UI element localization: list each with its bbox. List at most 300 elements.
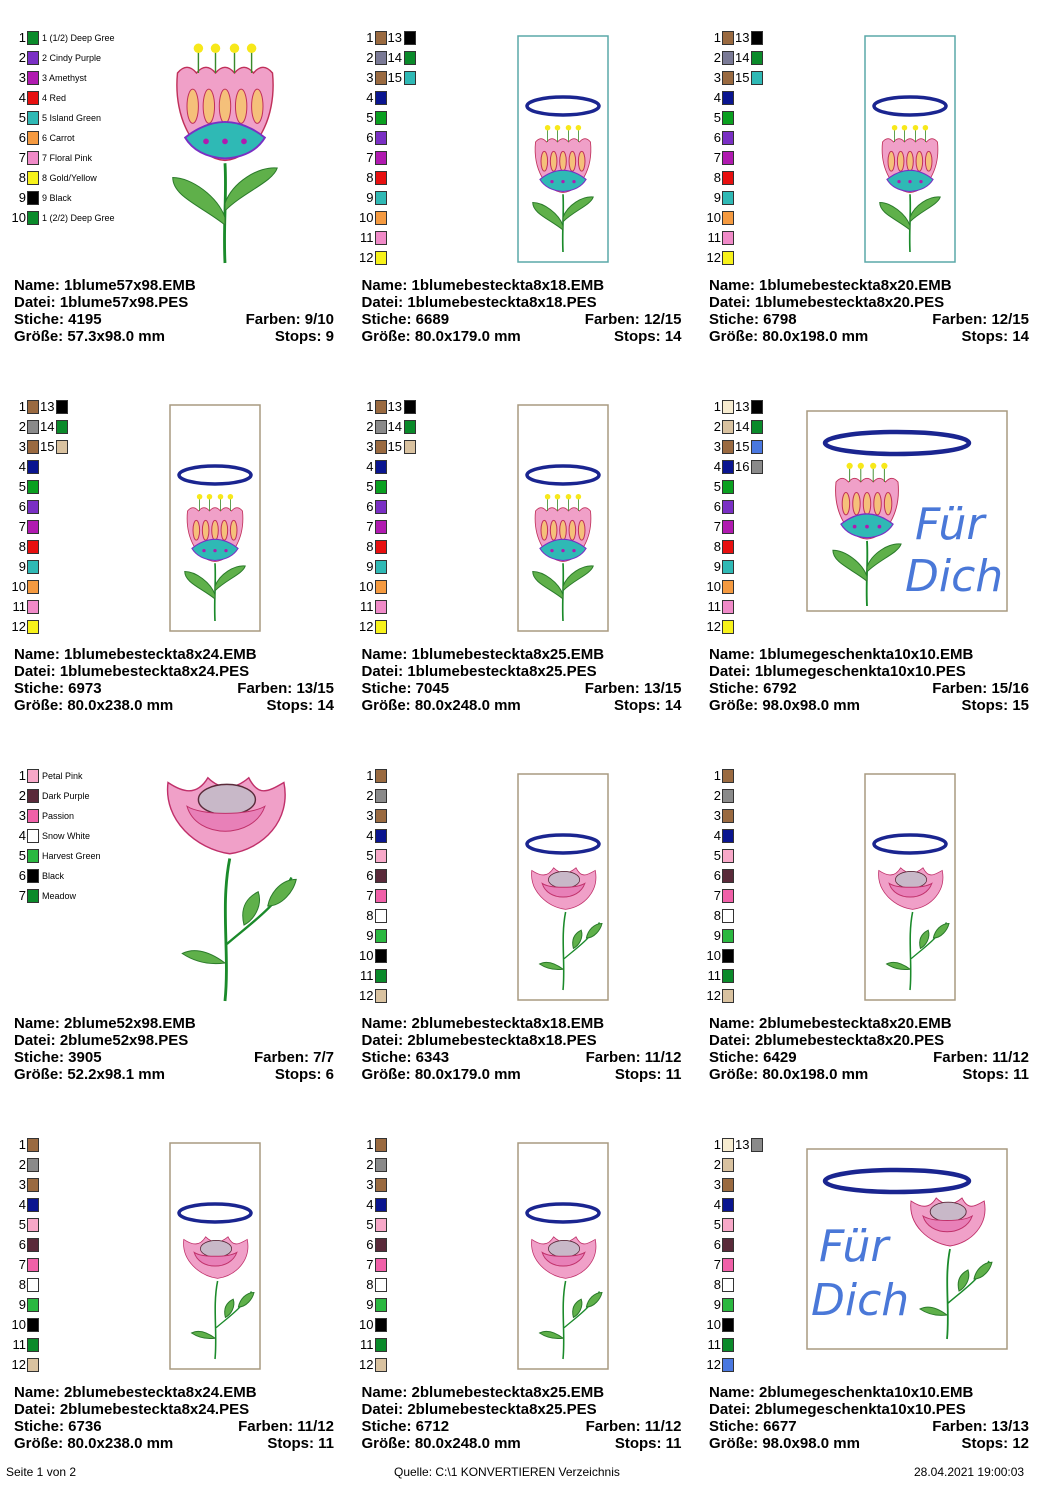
stitch-count: Stiche: 6736 bbox=[14, 1418, 102, 1435]
design-size: Größe: 80.0x198.0 mm bbox=[709, 1066, 869, 1083]
color-swatch bbox=[404, 71, 416, 85]
info-row bbox=[709, 646, 1029, 663]
color-index: 11 bbox=[12, 1337, 26, 1352]
color-index: 3 bbox=[18, 1177, 26, 1192]
color-swatch bbox=[27, 540, 39, 554]
color-name: 7 Floral Pink bbox=[42, 153, 93, 163]
color-swatch-row bbox=[735, 439, 763, 455]
color-swatch bbox=[375, 849, 387, 863]
color-name: 2 Cindy Purple bbox=[42, 53, 102, 63]
color-index: 5 bbox=[366, 110, 374, 125]
color-swatch-row bbox=[358, 888, 387, 904]
color-swatch-row bbox=[388, 70, 416, 86]
color-index: 7 bbox=[713, 519, 721, 534]
design-card bbox=[0, 22, 340, 362]
color-swatch bbox=[404, 440, 416, 454]
color-swatch-row bbox=[358, 519, 387, 535]
color-index: 4 bbox=[713, 828, 721, 843]
color-swatch-row bbox=[705, 30, 734, 46]
color-swatch bbox=[27, 400, 39, 414]
color-swatch-row bbox=[10, 599, 39, 615]
color-swatch-row bbox=[735, 419, 763, 435]
design-info bbox=[709, 277, 1029, 345]
color-swatch bbox=[375, 769, 387, 783]
preview-area bbox=[850, 34, 970, 279]
info-row bbox=[709, 1418, 1029, 1435]
color-index: 4 bbox=[18, 459, 26, 474]
color-index: 10 bbox=[359, 1317, 374, 1332]
color-index: 11 bbox=[360, 968, 374, 983]
color-swatch bbox=[722, 1238, 734, 1252]
design-file: Datei: 1blumebesteckta8x18.PES bbox=[361, 294, 597, 311]
color-swatch bbox=[375, 1158, 387, 1172]
color-index: 5 bbox=[366, 1217, 374, 1232]
color-swatch bbox=[722, 1178, 734, 1192]
info-row bbox=[709, 697, 1029, 714]
color-swatch-row bbox=[358, 419, 387, 435]
color-swatch bbox=[375, 151, 387, 165]
color-swatch-row bbox=[10, 559, 39, 575]
design-preview bbox=[503, 1141, 623, 1381]
color-swatch-row bbox=[705, 230, 734, 246]
color-index: 10 bbox=[359, 579, 374, 594]
color-index: 3 bbox=[713, 808, 721, 823]
color-swatch bbox=[375, 580, 387, 594]
color-swatch-row bbox=[10, 70, 87, 86]
preview-area bbox=[503, 1141, 623, 1386]
design-preview bbox=[850, 34, 970, 274]
color-swatch-row bbox=[10, 828, 90, 844]
color-swatch-row bbox=[388, 439, 416, 455]
color-swatch-row bbox=[705, 888, 734, 904]
color-index: 1 bbox=[18, 30, 26, 45]
color-swatch bbox=[751, 460, 763, 474]
color-swatch-row bbox=[705, 1237, 734, 1253]
stop-count: Stops: 11 bbox=[614, 1066, 682, 1083]
color-index: 6 bbox=[366, 130, 374, 145]
design-info bbox=[362, 646, 682, 714]
stitch-count: Stiche: 6798 bbox=[709, 311, 797, 328]
color-swatch-row bbox=[10, 150, 92, 166]
color-swatch bbox=[27, 151, 39, 165]
color-index: 15 bbox=[735, 439, 750, 454]
color-index: 15 bbox=[735, 70, 750, 85]
info-row bbox=[362, 646, 682, 663]
color-index: 9 bbox=[366, 928, 374, 943]
info-row bbox=[362, 1384, 682, 1401]
color-swatch-row bbox=[705, 250, 734, 266]
color-swatch-row bbox=[705, 459, 734, 475]
color-name: 4 Red bbox=[42, 93, 67, 103]
design-file: Datei: 1blume57x98.PES bbox=[14, 294, 189, 311]
color-swatch-row bbox=[705, 1217, 734, 1233]
color-swatch bbox=[27, 869, 39, 883]
color-swatch-row bbox=[358, 908, 387, 924]
color-swatch bbox=[375, 540, 387, 554]
color-swatch-row bbox=[10, 1337, 39, 1353]
color-swatch-row bbox=[358, 250, 387, 266]
color-index: 13 bbox=[387, 30, 402, 45]
color-swatch-row bbox=[705, 808, 734, 824]
color-index: 4 bbox=[366, 828, 374, 843]
color-swatch bbox=[56, 420, 68, 434]
color-swatch-row bbox=[705, 788, 734, 804]
color-swatch bbox=[722, 909, 734, 923]
color-index: 8 bbox=[713, 170, 721, 185]
color-index: 4 bbox=[713, 459, 721, 474]
color-name: Petal Pink bbox=[42, 771, 83, 781]
color-swatch-row bbox=[705, 1157, 734, 1173]
info-row bbox=[709, 680, 1029, 697]
color-swatch-row bbox=[358, 1237, 387, 1253]
color-count: Farben: 11/12 bbox=[585, 1049, 682, 1066]
info-row bbox=[362, 680, 682, 697]
color-swatch-row bbox=[358, 788, 387, 804]
color-index: 13 bbox=[735, 399, 750, 414]
color-swatch bbox=[375, 231, 387, 245]
info-row bbox=[709, 1015, 1029, 1032]
color-index: 5 bbox=[713, 479, 721, 494]
color-swatch-row bbox=[705, 968, 734, 984]
color-swatch bbox=[751, 1138, 763, 1152]
color-count: Farben: 13/13 bbox=[932, 1418, 1029, 1435]
info-row bbox=[709, 1435, 1029, 1452]
info-row bbox=[362, 1066, 682, 1083]
color-name: Harvest Green bbox=[42, 851, 101, 861]
color-count: Farben: 11/12 bbox=[238, 1418, 334, 1435]
color-swatch-row bbox=[358, 968, 387, 984]
color-swatch bbox=[375, 211, 387, 225]
design-file: Datei: 1blumebesteckta8x20.PES bbox=[709, 294, 945, 311]
color-swatch bbox=[751, 420, 763, 434]
design-info bbox=[709, 1384, 1029, 1452]
color-swatch-row bbox=[10, 1297, 39, 1313]
color-swatch bbox=[722, 789, 734, 803]
color-index: 12 bbox=[706, 619, 721, 634]
color-swatch-row bbox=[40, 399, 68, 415]
color-swatch-row bbox=[358, 110, 387, 126]
color-swatch-row bbox=[705, 1177, 734, 1193]
stop-count: Stops: 6 bbox=[274, 1066, 334, 1083]
color-swatch bbox=[722, 929, 734, 943]
info-row bbox=[709, 277, 1029, 294]
color-index: 7 bbox=[713, 150, 721, 165]
color-index: 8 bbox=[713, 1277, 721, 1292]
color-index: 3 bbox=[713, 1177, 721, 1192]
color-swatch-row bbox=[358, 1297, 387, 1313]
color-swatch bbox=[722, 620, 734, 634]
color-swatch bbox=[722, 420, 734, 434]
color-index: 2 bbox=[366, 50, 374, 65]
color-index: 11 bbox=[707, 968, 721, 983]
color-swatch-row bbox=[10, 399, 39, 415]
color-swatch-row bbox=[358, 499, 387, 515]
color-swatch-row bbox=[10, 459, 39, 475]
color-index: 15 bbox=[40, 439, 55, 454]
color-index: 2 bbox=[18, 788, 26, 803]
source-path: Quelle: C:\1 KONVERTIEREN Verzeichnis bbox=[394, 1465, 620, 1479]
color-swatch bbox=[722, 51, 734, 65]
color-index: 12 bbox=[11, 1357, 26, 1372]
design-file: Datei: 2blume52x98.PES bbox=[14, 1032, 189, 1049]
color-index: 13 bbox=[735, 30, 750, 45]
design-info bbox=[362, 1015, 682, 1083]
color-index: 1 bbox=[366, 1137, 374, 1152]
color-swatch bbox=[375, 111, 387, 125]
color-index: 9 bbox=[713, 1297, 721, 1312]
color-swatch-row bbox=[705, 1297, 734, 1313]
caption-text: Dich bbox=[811, 1275, 910, 1326]
color-index: 1 bbox=[18, 768, 26, 783]
info-row bbox=[14, 311, 334, 328]
color-index: 1 bbox=[366, 399, 374, 414]
design-preview bbox=[797, 401, 1017, 621]
color-name: 6 Carrot bbox=[42, 133, 75, 143]
color-swatch bbox=[722, 1138, 734, 1152]
color-swatch bbox=[722, 460, 734, 474]
preview-area bbox=[850, 772, 970, 1017]
color-swatch-row bbox=[10, 1317, 39, 1333]
color-index: 12 bbox=[359, 1357, 374, 1372]
color-swatch-row bbox=[358, 868, 387, 884]
info-row bbox=[14, 663, 334, 680]
info-row bbox=[14, 680, 334, 697]
color-swatch bbox=[27, 31, 39, 45]
color-swatch bbox=[375, 1138, 387, 1152]
color-swatch-row bbox=[10, 30, 115, 46]
info-row bbox=[14, 1418, 334, 1435]
design-preview bbox=[797, 1139, 1017, 1359]
color-swatch-row bbox=[705, 928, 734, 944]
color-swatch-row bbox=[705, 439, 734, 455]
design-info bbox=[362, 277, 682, 345]
stop-count: Stops: 14 bbox=[961, 328, 1029, 345]
design-preview bbox=[155, 1141, 275, 1381]
design-card bbox=[695, 1129, 1035, 1469]
design-name: Name: 1blumebesteckta8x24.EMB bbox=[14, 646, 257, 663]
preview-area bbox=[503, 34, 623, 279]
page-number: Seite 1 von 2 bbox=[6, 1465, 77, 1479]
color-index: 8 bbox=[18, 170, 26, 185]
color-swatch bbox=[722, 949, 734, 963]
design-card bbox=[348, 1129, 688, 1469]
color-index: 5 bbox=[18, 848, 26, 863]
color-swatch-row bbox=[10, 1177, 39, 1193]
color-swatch bbox=[27, 131, 39, 145]
color-swatch bbox=[722, 1298, 734, 1312]
color-swatch-row bbox=[388, 30, 416, 46]
info-row bbox=[14, 1384, 334, 1401]
color-swatch-row bbox=[10, 1357, 39, 1373]
color-swatch-row bbox=[705, 539, 734, 555]
color-index: 6 bbox=[713, 499, 721, 514]
color-count: Farben: 11/12 bbox=[933, 1049, 1029, 1066]
color-index: 7 bbox=[18, 888, 26, 903]
stitch-count: Stiche: 3905 bbox=[14, 1049, 102, 1066]
color-swatch bbox=[375, 1238, 387, 1252]
info-row bbox=[709, 311, 1029, 328]
color-index: 11 bbox=[360, 230, 374, 245]
color-swatch bbox=[27, 171, 39, 185]
color-index: 10 bbox=[706, 1317, 721, 1332]
color-swatch bbox=[722, 969, 734, 983]
color-swatch-row bbox=[358, 619, 387, 635]
color-index: 13 bbox=[735, 1137, 750, 1152]
info-row bbox=[709, 1066, 1029, 1083]
color-swatch-row bbox=[10, 539, 39, 555]
color-index: 11 bbox=[360, 1337, 374, 1352]
color-name: Snow White bbox=[42, 831, 91, 841]
info-row bbox=[14, 1032, 334, 1049]
color-swatch bbox=[375, 131, 387, 145]
design-size: Größe: 98.0x98.0 mm bbox=[709, 1435, 860, 1452]
color-swatch-row bbox=[705, 848, 734, 864]
stitch-count: Stiche: 6792 bbox=[709, 680, 797, 697]
design-name: Name: 1blumebesteckta8x20.EMB bbox=[709, 277, 952, 294]
color-count: Farben: 12/15 bbox=[584, 311, 682, 328]
color-swatch-row bbox=[358, 579, 387, 595]
info-row bbox=[14, 277, 334, 294]
design-info bbox=[709, 1015, 1029, 1083]
color-swatch-row bbox=[358, 90, 387, 106]
color-swatch bbox=[27, 1298, 39, 1312]
color-swatch bbox=[751, 51, 763, 65]
color-index: 9 bbox=[366, 559, 374, 574]
color-swatch bbox=[722, 71, 734, 85]
design-card bbox=[0, 1129, 340, 1469]
color-index: 3 bbox=[366, 439, 374, 454]
info-row bbox=[362, 294, 682, 311]
color-index: 5 bbox=[18, 110, 26, 125]
color-swatch-row bbox=[10, 619, 39, 635]
color-swatch bbox=[375, 171, 387, 185]
design-size: Größe: 80.0x238.0 mm bbox=[14, 1435, 174, 1452]
color-swatch bbox=[375, 480, 387, 494]
stitch-count: Stiche: 6689 bbox=[361, 311, 450, 328]
color-swatch bbox=[722, 540, 734, 554]
color-swatch-row bbox=[10, 479, 39, 495]
color-index: 3 bbox=[18, 439, 26, 454]
stitch-count: Stiche: 6712 bbox=[361, 1418, 450, 1435]
color-swatch bbox=[375, 1218, 387, 1232]
design-name: Name: 1blumebesteckta8x18.EMB bbox=[361, 277, 605, 294]
color-index: 2 bbox=[18, 50, 26, 65]
color-swatch bbox=[375, 91, 387, 105]
color-index: 7 bbox=[713, 1257, 721, 1272]
color-swatch bbox=[722, 869, 734, 883]
color-swatch-row bbox=[705, 1257, 734, 1273]
info-row bbox=[14, 1049, 334, 1066]
color-index: 5 bbox=[18, 479, 26, 494]
color-swatch-row bbox=[705, 1197, 734, 1213]
preview-area bbox=[140, 766, 310, 1011]
color-swatch bbox=[27, 71, 39, 85]
caption-text: Für bbox=[819, 1221, 889, 1272]
color-index: 3 bbox=[18, 70, 26, 85]
color-swatch-row bbox=[705, 599, 734, 615]
color-index: 14 bbox=[40, 419, 55, 434]
design-file: Datei: 1blumegeschenkta10x10.PES bbox=[709, 663, 966, 680]
color-swatch bbox=[722, 191, 734, 205]
color-swatch-row bbox=[705, 768, 734, 784]
color-swatch-row bbox=[10, 130, 75, 146]
design-card bbox=[695, 760, 1035, 1100]
design-name: Name: 2blumebesteckta8x24.EMB bbox=[14, 1384, 257, 1401]
color-swatch bbox=[375, 1358, 387, 1372]
color-swatch-row bbox=[735, 30, 763, 46]
color-index: 4 bbox=[18, 828, 26, 843]
color-swatch-row bbox=[735, 399, 763, 415]
color-swatch-row bbox=[358, 439, 387, 455]
design-size: Größe: 57.3x98.0 mm bbox=[14, 328, 165, 345]
color-swatch-row bbox=[358, 210, 387, 226]
color-index: 15 bbox=[387, 70, 402, 85]
design-info bbox=[14, 646, 334, 714]
stop-count: Stops: 11 bbox=[962, 1066, 1029, 1083]
color-swatch-row bbox=[10, 848, 101, 864]
color-index: 1 bbox=[18, 1137, 26, 1152]
design-preview bbox=[140, 766, 310, 1006]
color-swatch bbox=[722, 1358, 734, 1372]
color-count: Farben: 13/15 bbox=[237, 680, 334, 697]
color-swatch bbox=[27, 809, 39, 823]
design-size: Größe: 80.0x179.0 mm bbox=[361, 1066, 521, 1083]
color-name: 1 (1/2) Deep Gree bbox=[42, 33, 115, 43]
color-count: Farben: 13/15 bbox=[584, 680, 682, 697]
color-index: 4 bbox=[366, 459, 374, 474]
color-index: 8 bbox=[18, 1277, 26, 1292]
color-index: 5 bbox=[713, 848, 721, 863]
color-swatch bbox=[375, 560, 387, 574]
color-swatch bbox=[722, 1318, 734, 1332]
color-swatch bbox=[375, 1278, 387, 1292]
color-index: 14 bbox=[387, 419, 402, 434]
color-swatch bbox=[722, 1198, 734, 1212]
color-swatch bbox=[722, 500, 734, 514]
color-swatch-row bbox=[10, 190, 72, 206]
color-swatch bbox=[722, 400, 734, 414]
color-swatch-row bbox=[705, 948, 734, 964]
color-swatch bbox=[375, 31, 387, 45]
color-swatch-row bbox=[358, 479, 387, 495]
color-swatch-row bbox=[358, 1157, 387, 1173]
color-swatch-row bbox=[705, 419, 734, 435]
color-swatch-row bbox=[705, 130, 734, 146]
preview-area bbox=[140, 28, 310, 273]
color-swatch bbox=[27, 1258, 39, 1272]
color-swatch-row bbox=[358, 1177, 387, 1193]
color-index: 9 bbox=[18, 559, 26, 574]
color-index: 10 bbox=[11, 210, 26, 225]
color-swatch bbox=[27, 620, 39, 634]
info-row bbox=[709, 1032, 1029, 1049]
color-swatch-row bbox=[358, 948, 387, 964]
color-swatch-row bbox=[705, 190, 734, 206]
color-swatch bbox=[27, 191, 39, 205]
color-swatch bbox=[375, 500, 387, 514]
color-swatch-row bbox=[10, 499, 39, 515]
color-index: 4 bbox=[366, 1197, 374, 1212]
design-card bbox=[695, 22, 1035, 362]
design-preview bbox=[503, 34, 623, 274]
color-name: Dark Purple bbox=[42, 791, 90, 801]
color-index: 2 bbox=[18, 419, 26, 434]
color-swatch-row bbox=[10, 1217, 39, 1233]
stop-count: Stops: 9 bbox=[274, 328, 334, 345]
color-swatch bbox=[375, 440, 387, 454]
color-name: 5 Island Green bbox=[42, 113, 102, 123]
color-swatch bbox=[722, 151, 734, 165]
